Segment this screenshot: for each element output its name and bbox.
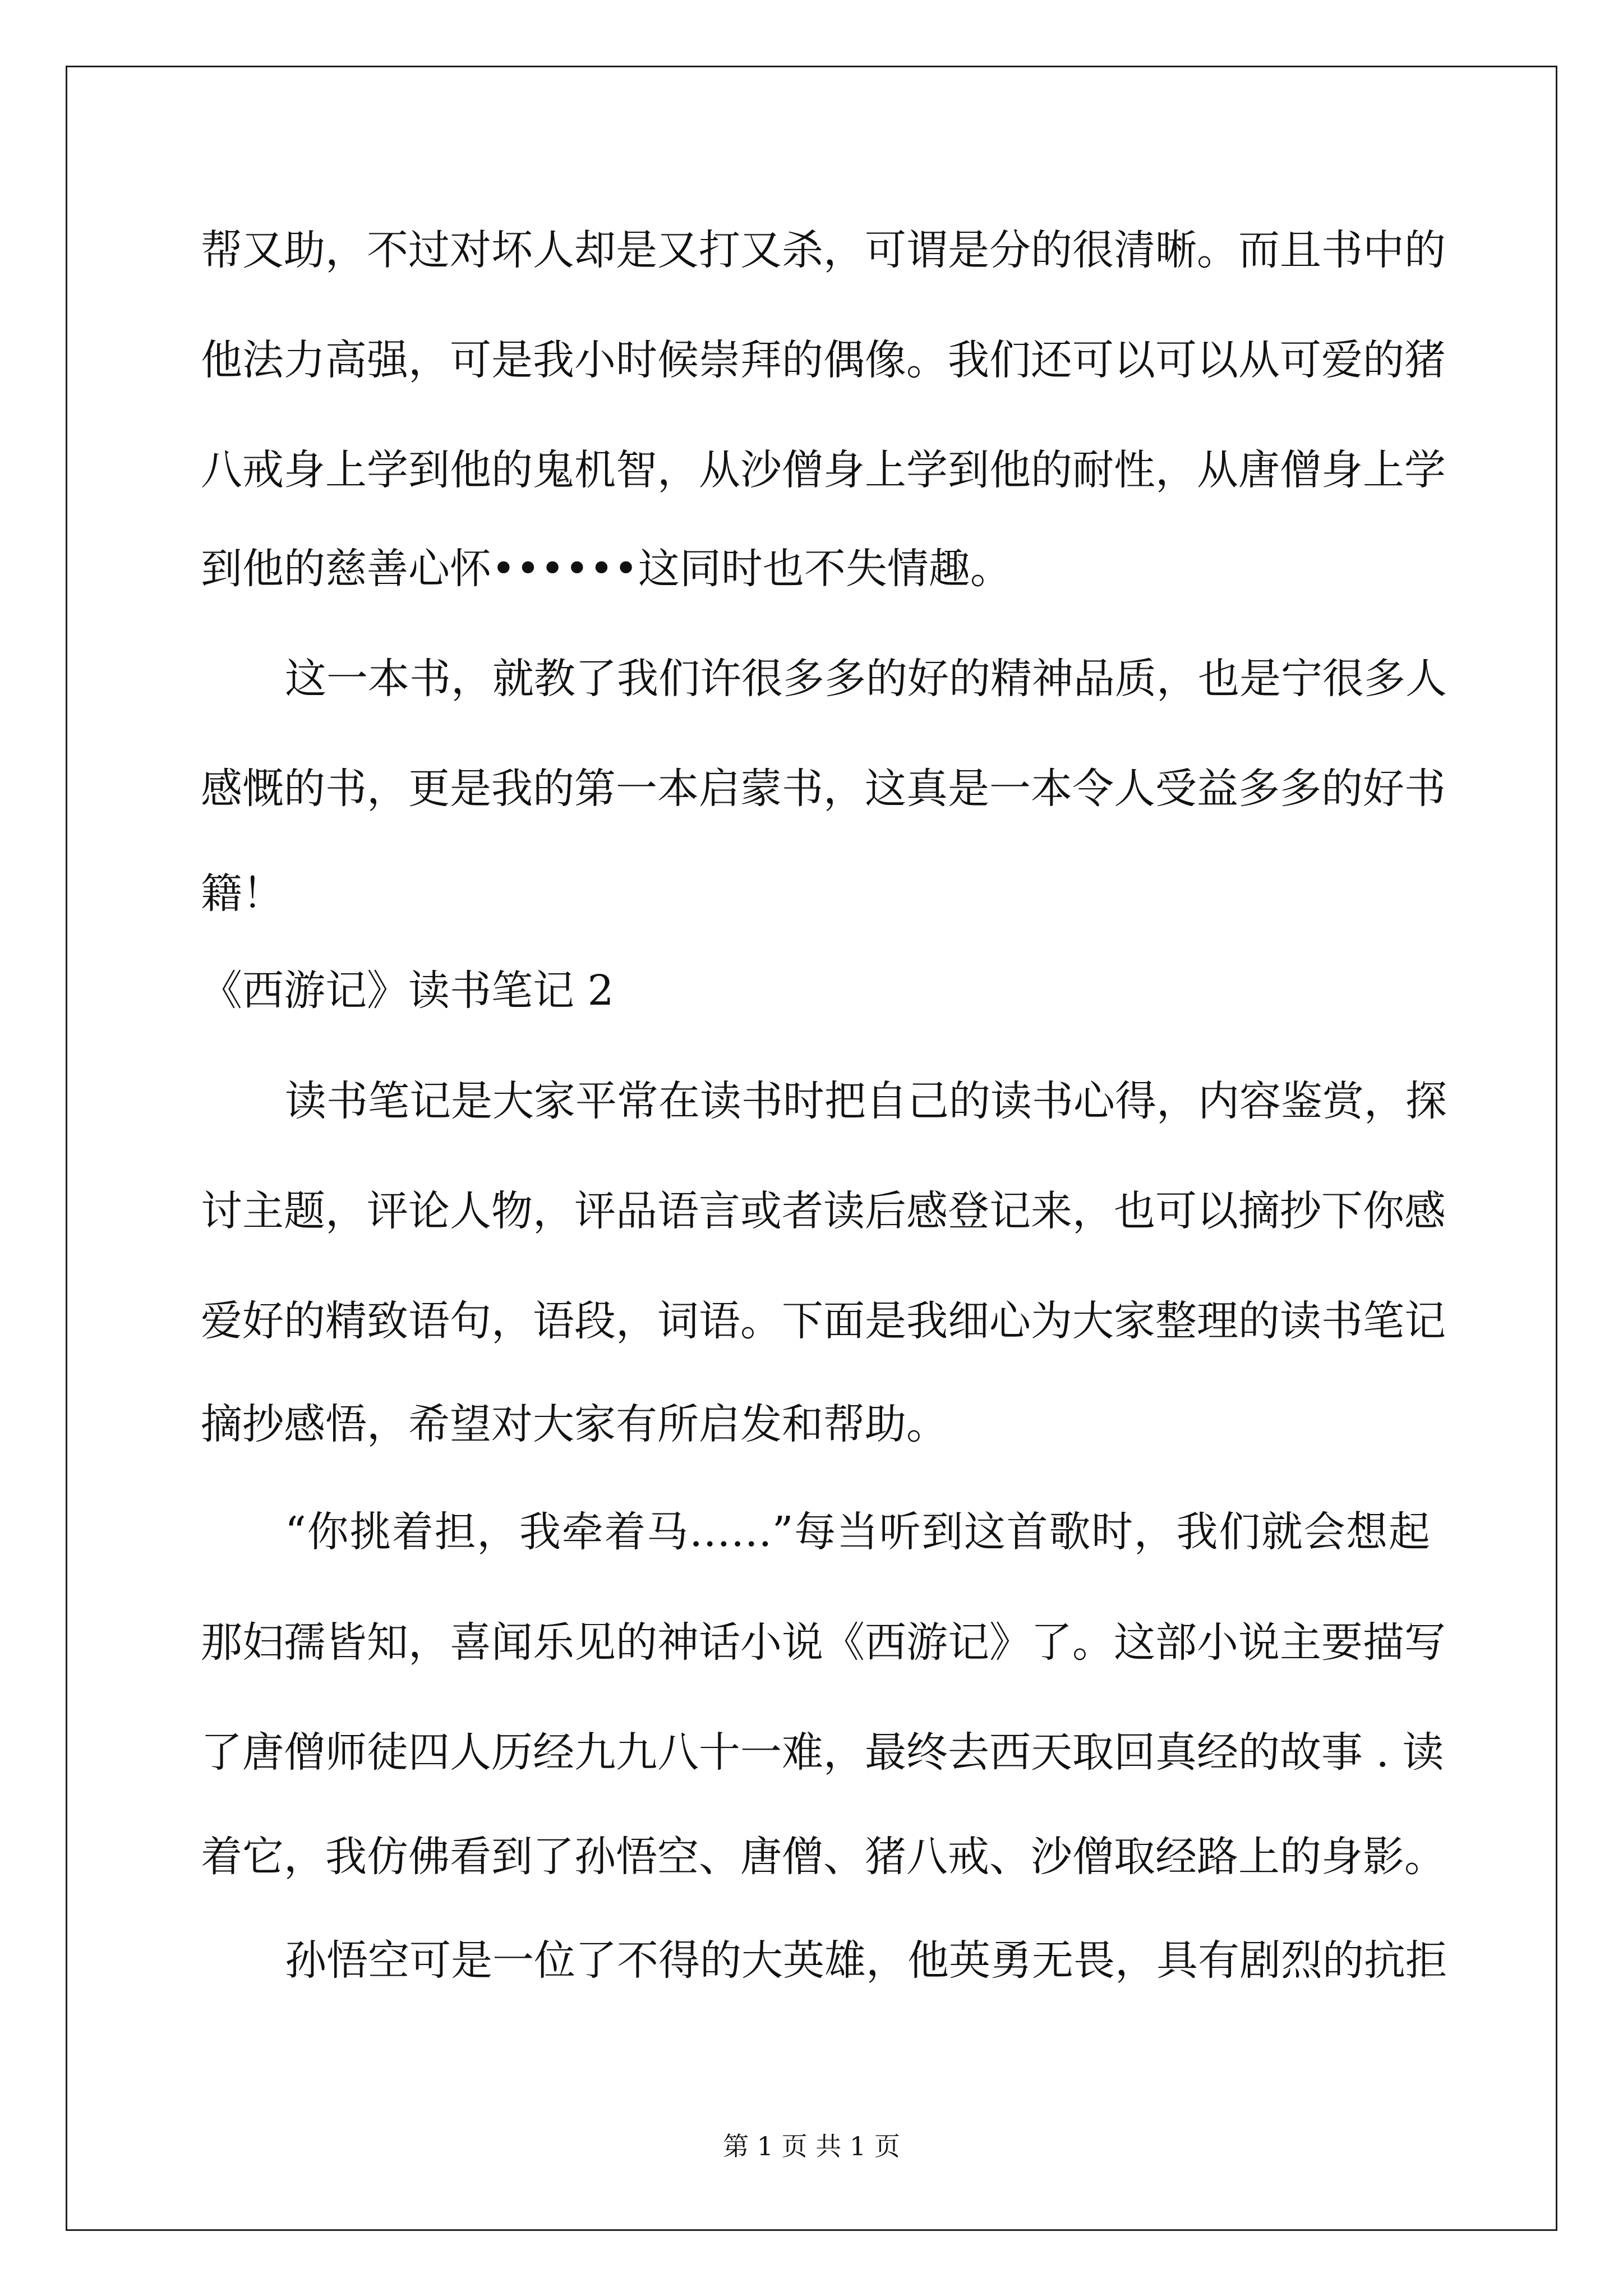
paragraph-first-line: “你挑着担，我牵着马……”每当听到这首歌时，我们就会想起 bbox=[285, 1508, 1430, 1556]
text-line: 了唐僧师徒四人历经九九八十一难，最终去西天取回真经的故事 . 读 bbox=[201, 1728, 1444, 1777]
paragraph-first-line: 孙悟空可是一位了不得的大英雄，他英勇无畏，具有剧烈的抗拒 bbox=[285, 1936, 1447, 1985]
text-line: 爱好的精致语句，语段，词语。下面是我细心为大家整理的读书笔记 bbox=[201, 1297, 1446, 1345]
text-line: 那妇孺皆知，喜闻乐见的神话小说《西游记》了。这部小说主要描写 bbox=[201, 1618, 1446, 1667]
page-footer: 第 1 页 共 1 页 bbox=[723, 2131, 900, 2161]
text-line: 摘抄感悟，希望对大家有所启发和帮助。 bbox=[201, 1400, 948, 1448]
page-frame bbox=[66, 66, 1557, 2231]
text-line: 帮又助，不过对坏人却是又打又杀，可谓是分的很清晰。而且书中的 bbox=[201, 226, 1446, 274]
text-line: 感慨的书，更是我的第一本启蒙书，这真是一本令人受益多多的好书 bbox=[201, 765, 1446, 813]
paragraph-first-line: 这一本书，就教了我们许很多多的好的精神品质，也是宁很多人 bbox=[285, 655, 1447, 703]
text-line: 着它，我仿佛看到了孙悟空、唐僧、猪八戒、沙僧取经路上的身影。 bbox=[201, 1833, 1446, 1881]
text-line: 籍！ bbox=[201, 869, 284, 918]
text-line: 讨主题，评论人物，评品语言或者读后感登记来，也可以摘抄下你感 bbox=[201, 1187, 1446, 1235]
section-heading: 《西游记》读书笔记 2 bbox=[201, 967, 614, 1015]
paragraph-first-line: 读书笔记是大家平常在读书时把自己的读书心得，内容鉴赏，探 bbox=[285, 1077, 1447, 1125]
text-line: 八戒身上学到他的鬼机智，从沙僧身上学到他的耐性，从唐僧身上学 bbox=[201, 446, 1446, 494]
text-line: 他法力高强，可是我小时候崇拜的偶像。我们还可以可以从可爱的猪 bbox=[201, 336, 1446, 384]
text-line: 到他的慈善心怀••••••这同时也不失情趣。 bbox=[201, 545, 1012, 593]
